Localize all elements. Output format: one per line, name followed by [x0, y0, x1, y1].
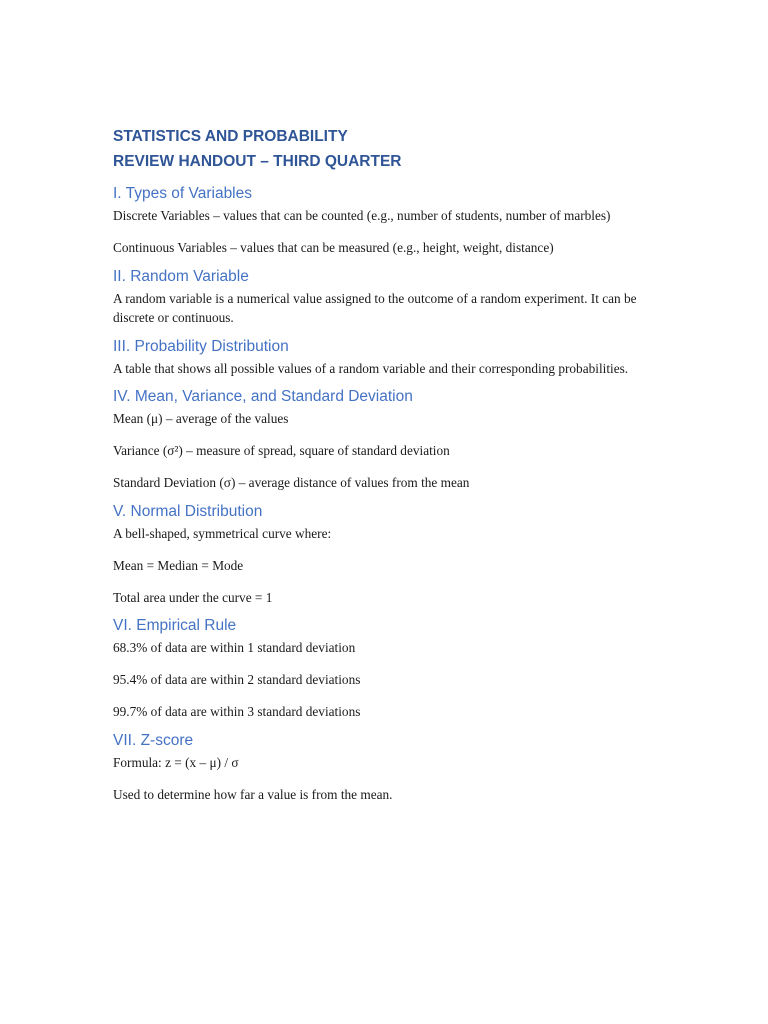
section-heading: II. Random Variable — [113, 267, 249, 285]
section-heading: IV. Mean, Variance, and Standard Deviation — [113, 388, 413, 405]
paragraph: A random variable is a numerical value assigned to the outcome of a random experiment. It can be discrete or continuous. — [113, 290, 637, 325]
section-mean-variance-sd — [113, 387, 658, 493]
paragraph: 68.3% of data are within 1 standard deviation — [113, 640, 356, 655]
paragraph: Discrete Variables – values that can be counted (e.g., number of students, number of marbles) — [113, 208, 611, 223]
paragraph: A bell-shaped, symmetrical curve where: — [113, 525, 332, 541]
section-heading: I. Types of Variables — [113, 185, 253, 202]
paragraph: 99.7% of data are within 3 standard deviations — [113, 704, 361, 719]
paragraph: 95.4% of data are within 2 standard deviations — [113, 672, 361, 687]
title-line-1: STATISTICS AND PROBABILITY — [113, 128, 348, 145]
paragraph: Mean = Median = Mode — [113, 557, 244, 573]
paragraph: Used to determine how far a value is from the mean. — [113, 786, 393, 802]
paragraph: Total area under the curve = 1 — [113, 589, 273, 605]
section-normal-distribution — [113, 502, 658, 608]
section-empirical-rule — [113, 616, 658, 722]
section-heading: VII. Z-score — [113, 731, 194, 749]
section-heading: VI. Empirical Rule — [113, 617, 237, 634]
section-types-of-variables — [113, 184, 658, 258]
paragraph: Standard Deviation (σ) – average distance of values from the mean — [113, 475, 470, 490]
paragraph: A table that shows all possible values of a random variable and their corresponding probabilities. — [113, 360, 629, 376]
section-probability-distribution — [113, 337, 658, 379]
paragraph: Formula: z = (x – μ) / σ — [113, 754, 239, 770]
paragraph: Mean (μ) – average of the values — [113, 411, 289, 426]
section-random-variable — [113, 267, 658, 328]
title-line-2: REVIEW HANDOUT – THIRD QUARTER — [113, 153, 402, 170]
section-z-score — [113, 731, 658, 805]
paragraph: Continuous Variables – values that can be measured (e.g., height, weight, distance) — [113, 240, 554, 255]
paragraph: Variance (σ²) – measure of spread, square of standard deviation — [113, 443, 450, 458]
document-title — [113, 124, 658, 174]
section-heading: III. Probability Distribution — [113, 337, 289, 355]
document-page — [113, 124, 658, 813]
section-heading: V. Normal Distribution — [113, 502, 263, 520]
